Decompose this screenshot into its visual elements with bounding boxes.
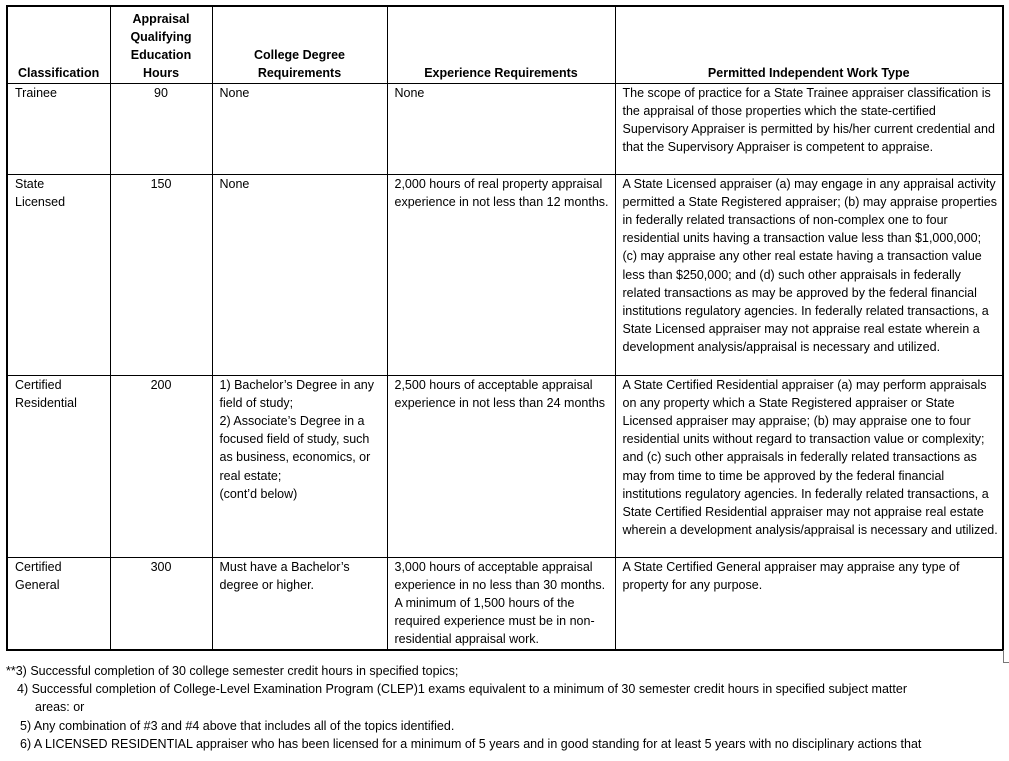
row-college: None bbox=[212, 83, 387, 174]
table-row bbox=[7, 174, 1003, 375]
row-experience: 2,000 hours of real property appraisal experience in not less than 12 months. bbox=[387, 174, 615, 375]
footnote-line: areas: or bbox=[35, 700, 85, 715]
row-experience: 3,000 hours of acceptable appraisal experience in no less than 30 months. A minimum of 1,500 hours of the required experience must be in non-residential appraisal work. bbox=[387, 557, 615, 650]
row-classification: Certified General bbox=[7, 557, 110, 650]
row-work-type: A State Certified General appraiser may appraise any type of property for any purpose. bbox=[615, 557, 1003, 650]
row-hours: 300 bbox=[110, 557, 212, 650]
footnote-line: 4) Successful completion of College-Level Examination Program (CLEP)1 exams equivalent to a minimum of 30 semester credit hours in specified subject matter bbox=[17, 682, 907, 697]
row-hours: 90 bbox=[110, 83, 212, 174]
row-classification: State Licensed bbox=[7, 174, 110, 375]
footnote-line: 5) Any combination of #3 and #4 above that includes all of the topics identified. bbox=[20, 718, 455, 733]
header-classification: Classification bbox=[7, 6, 110, 83]
row-college: Must have a Bachelor’s degree or higher. bbox=[212, 557, 387, 650]
row-hours: 200 bbox=[110, 375, 212, 557]
row-work-type: A State Licensed appraiser (a) may engage in any appraisal activity permitted a State Registered appraiser; (b) may appraise properties in federally related transactions of non-complex one to four residential units having a transaction value less than $1,000,000; (c) may appraise any other real estate having a transaction value less than $250,000; and (d) such other appraisals in federally related transactions as may be approved by the federal financial institutions regulatory agencies. In federally related transactions, a State Licensed appraiser may not appraise real estate wherein a development analysis/appraisal is necessary and utilized. bbox=[615, 174, 1003, 375]
row-experience: None bbox=[387, 83, 615, 174]
footnote-line: 6) A LICENSED RESIDENTIAL appraiser who has been licensed for a minimum of 5 years and in good standing for at least 5 years with no disciplinary actions that bbox=[20, 736, 922, 751]
row-college: None bbox=[212, 174, 387, 375]
requirements-table bbox=[6, 5, 1004, 651]
row-classification: Trainee bbox=[7, 83, 110, 174]
header-college-degree: College Degree Requirements bbox=[212, 6, 387, 83]
row-work-type: The scope of practice for a State Trainee appraiser classification is the appraisal of those properties which the state-certified Supervisory Appraiser is permitted by his/her current credential and that the Supervisory Appraiser is competent to appraise. bbox=[615, 83, 1003, 174]
row-hours: 150 bbox=[110, 174, 212, 375]
row-classification: Certified Residential bbox=[7, 375, 110, 557]
header-work-type: Permitted Independent Work Type bbox=[615, 6, 1003, 83]
table-row bbox=[7, 83, 1003, 174]
row-college: 1) Bachelor’s Degree in any field of study; 2) Associate’s Degree in a focused field of study, such as business, economics, or real estate; (cont’d below) bbox=[212, 375, 387, 557]
table-row bbox=[7, 375, 1003, 557]
header-experience: Experience Requirements bbox=[387, 6, 615, 83]
row-work-type: A State Certified Residential appraiser (a) may perform appraisals on any property which a State Registered appraiser or State Licensed appraiser may appraise; (b) may appraise one to four residential units without regard to transaction value or complexity; and (c) such other appraisals in federally related transactions as may from time to time be approved by the federal financial institutions regulatory agencies. In federally related transactions, a State Certified Residential appraiser may not appraise real estate wherein a development analysis/appraisal is necessary and utilized. bbox=[615, 375, 1003, 557]
footnotes bbox=[0, 662, 1009, 753]
header-row bbox=[7, 6, 1003, 83]
table-row bbox=[7, 557, 1003, 650]
footnote-line: **3) Successful completion of 30 college semester credit hours in specified topics; bbox=[6, 664, 459, 678]
row-experience: 2,500 hours of acceptable appraisal experience in not less than 24 months bbox=[387, 375, 615, 557]
header-education-hours: Appraisal Qualifying Education Hours bbox=[110, 6, 212, 83]
